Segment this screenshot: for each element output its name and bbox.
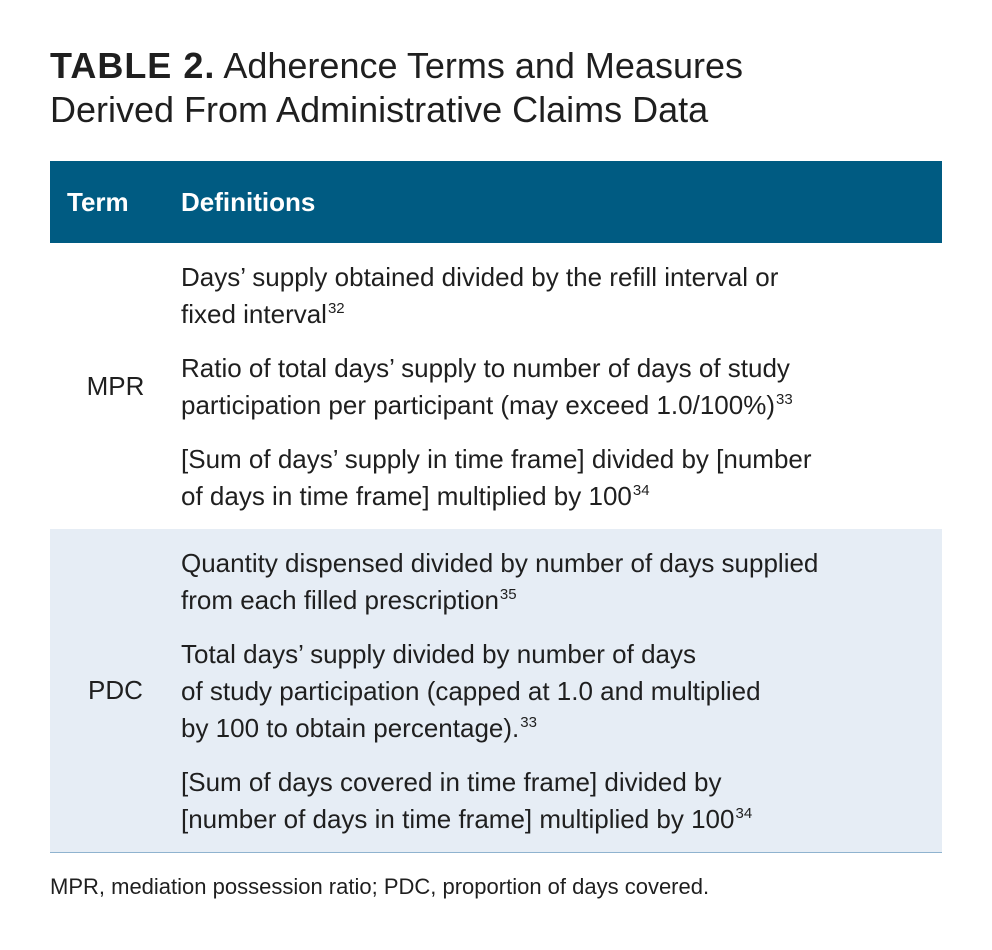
adherence-table — [50, 161, 942, 853]
table-title-line1: Adherence Terms and Measures — [223, 45, 743, 86]
definition-item — [181, 441, 942, 515]
definition-line: [Sum of days covered in time frame] divided by — [181, 767, 722, 797]
definition-item — [181, 350, 942, 424]
reference-number: 33 — [776, 391, 793, 408]
definition-line: [Sum of days’ supply in time frame] divided by [number — [181, 444, 812, 474]
table-row-mpr — [50, 243, 942, 529]
definition-item — [181, 636, 942, 747]
table-label: TABLE 2. — [50, 45, 216, 86]
definition-line: from each filled prescription — [181, 585, 499, 615]
definition-line: Total days’ supply divided by number of days — [181, 639, 696, 669]
definition-line: fixed interval — [181, 299, 327, 329]
definition-item — [181, 545, 942, 619]
definition-line: by 100 to obtain percentage). — [181, 713, 520, 743]
reference-number: 32 — [327, 300, 345, 317]
term-cell: PDC — [88, 675, 143, 705]
definition-line: of days in time frame] multiplied by 100 — [181, 481, 632, 511]
header-definitions: Definitions — [181, 186, 316, 217]
table-row-pdc — [50, 529, 942, 853]
table-title — [50, 44, 950, 132]
definitions-cell — [181, 257, 942, 515]
table-title-line2: Derived From Administrative Claims Data — [50, 89, 709, 130]
definition-line: of study participation (capped at 1.0 and multiplied — [181, 676, 761, 706]
definition-line: [number of days in time frame] multiplied by 100 — [181, 804, 735, 834]
definition-line: participation per participant (may exceed 1.0/100%) — [181, 390, 775, 420]
reference-number: 33 — [520, 714, 537, 731]
reference-number: 34 — [735, 805, 753, 822]
term-cell: MPR — [86, 370, 145, 401]
table-header — [50, 161, 942, 243]
reference-number: 35 — [499, 586, 517, 603]
definitions-cell — [181, 543, 942, 838]
definition-item — [181, 764, 942, 838]
definition-line: Quantity dispensed divided by number of days supplied — [181, 548, 819, 578]
header-term: Term — [67, 186, 129, 217]
reference-number: 34 — [632, 482, 650, 499]
definition-line: Ratio of total days’ supply to number of days of study — [181, 353, 790, 383]
definition-item — [181, 259, 942, 333]
table-footnote: MPR, mediation possession ratio; PDC, proportion of days covered. — [50, 874, 710, 899]
definition-line: Days’ supply obtained divided by the refill interval or — [181, 262, 779, 292]
